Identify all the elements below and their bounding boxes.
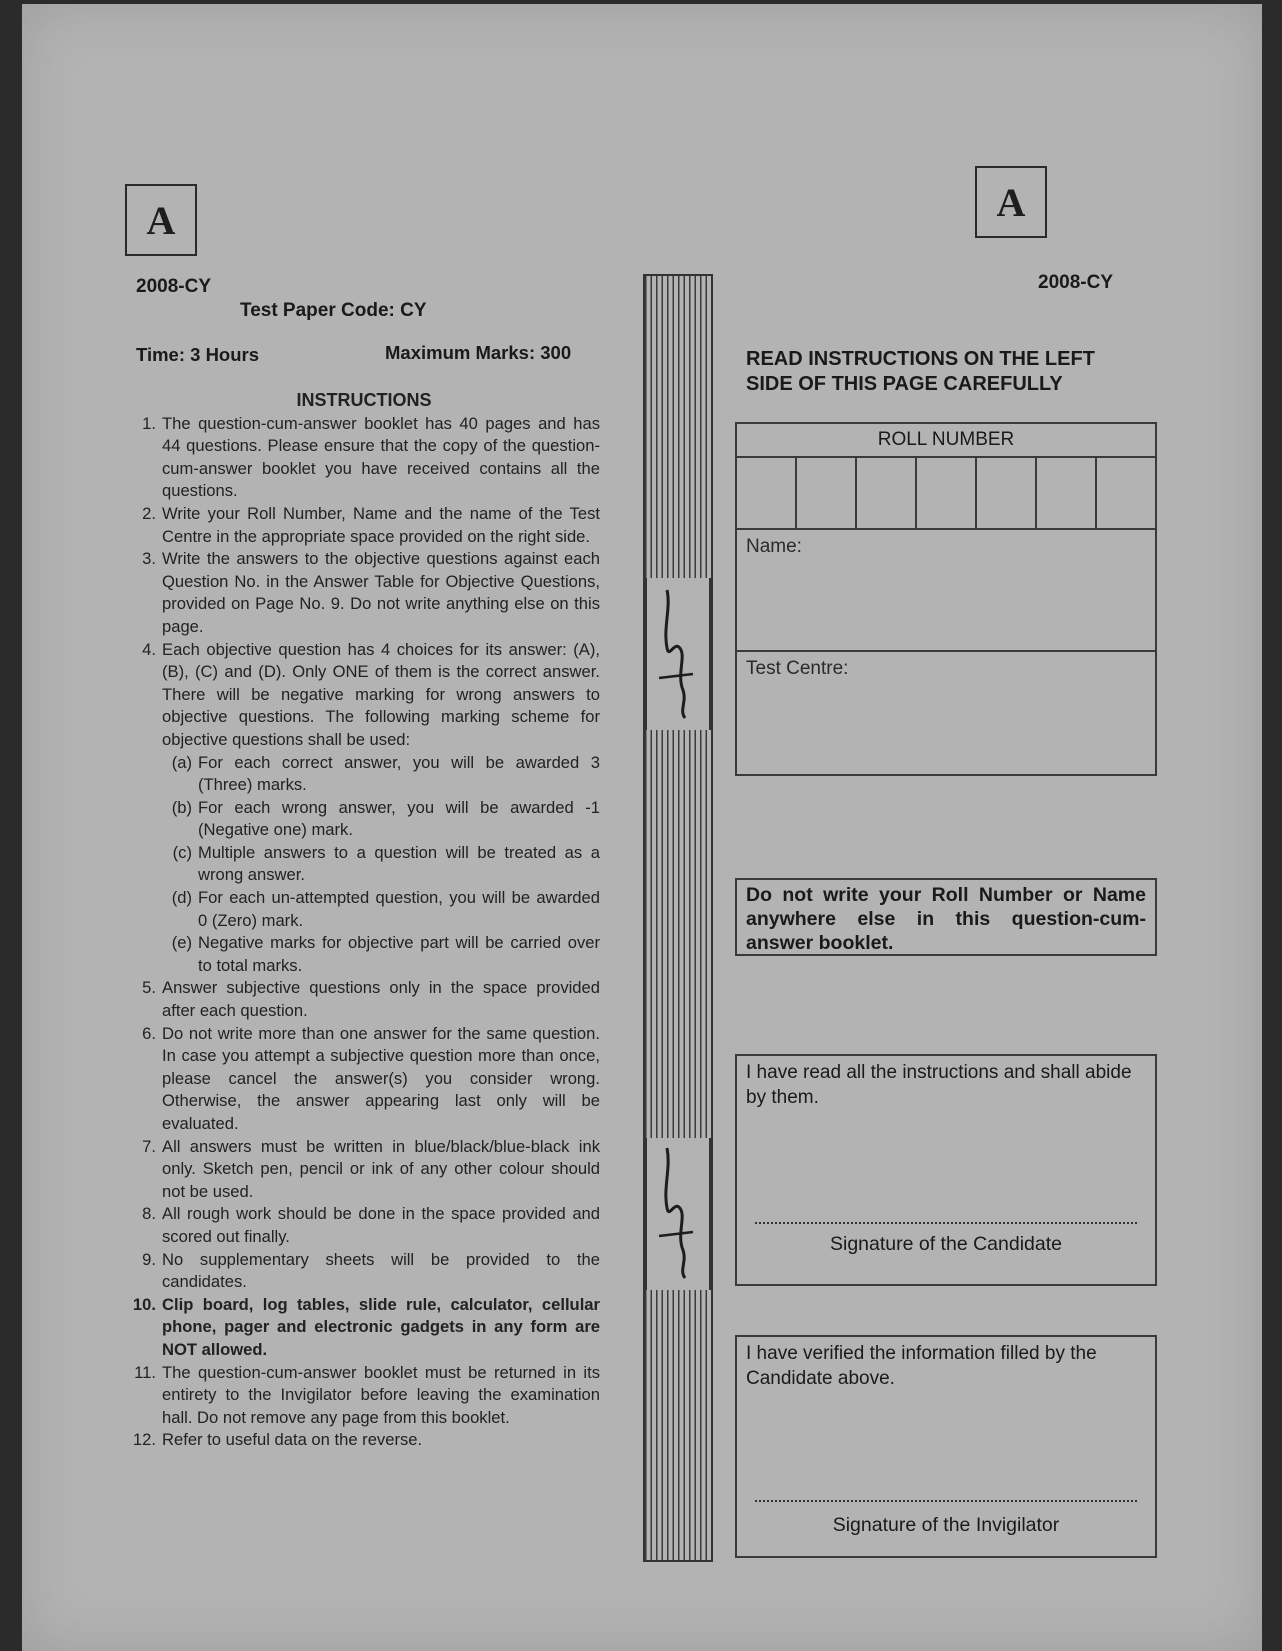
marking-scheme-item: (a) For each correct answer, you will be awarded 3 (Three) marks.: [171, 752, 600, 795]
roll-number-cell[interactable]: [1097, 458, 1155, 528]
instruction-item: 4. Each objective question has 4 choices for its answer: (A), (B), (C) and (D). Only ONE of them is the correct answer. There will be negative marking for wrong answers to objective questions. The following marking scheme for objective questions shall be used: (a) For each correct answer, you will be awarded 3 (Three) marks. (b) For each wrong answer, you will be awarded -1 (Negative one) mark. (c) Multiple answers to a question will be treated as a wrong answer. (d) For each un-attempted question, you will be awarded 0 (Zero) mark. (e) Negative marks for objective part will be carried over to total marks.: [128, 639, 600, 978]
test-paper-code: Test Paper Code: CY: [240, 300, 427, 321]
roll-number-label: ROLL NUMBER: [737, 424, 1155, 458]
invigilator-signature-label: Signature of the Invigilator: [832, 1514, 1060, 1536]
warning-notice: Do not write your Roll Number or Name anywhere else in this question-cum-answer booklet.: [735, 878, 1157, 956]
question-booklet-cover: [22, 4, 1262, 1651]
instruction-item: 11. The question-cum-answer booklet must be returned in its entirety to the Invigilator before leaving the examination hall. Do not remove any page from this booklet.: [134, 1362, 600, 1427]
set-code-box-right: A: [975, 166, 1047, 238]
instructions-title: INSTRUCTIONS: [296, 390, 432, 410]
invigilator-signature-line[interactable]: [755, 1500, 1137, 1502]
verification-text: I have verified the information filled by the Candidate above.: [746, 1343, 1097, 1389]
binding-strip: [643, 274, 713, 1562]
instruction-item: 6. Do not write more than one answer for the same question. In case you attempt a subjective question more than once, please cancel the answer(s) you consider wrong. Otherwise, the answer appearing last only will be evaluated.: [142, 1023, 600, 1133]
marking-scheme-item: (b) For each wrong answer, you will be awarded -1 (Negative one) mark.: [171, 797, 600, 840]
roll-number-cells[interactable]: [737, 458, 1155, 530]
invigilator-verification-box: [735, 1335, 1157, 1558]
candidate-signature-label: Signature of the Candidate: [829, 1233, 1062, 1255]
instruction-item: 12. Refer to useful data on the reverse.: [132, 1430, 423, 1450]
exam-time: Time: 3 Hours: [136, 344, 260, 365]
instruction-item: 9. No supplementary sheets will be provided to the candidates.: [142, 1249, 600, 1292]
read-instructions-heading: READ INSTRUCTIONS ON THE LEFT SIDE OF THIS PAGE CAREFULLY: [746, 348, 1095, 395]
candidate-details-box: [735, 422, 1157, 776]
instruction-item: 3. Write the answers to the objective questions against each Question No. in the Answer Table for Objective Questions, provided on Page No. 9. Do not write anything else on this page.: [142, 549, 600, 636]
instruction-item: 2. Write your Roll Number, Name and the name of the Test Centre in the appropriate space provided on the right side.: [142, 503, 600, 546]
paper-code-right: 2008-CY: [1038, 272, 1113, 293]
strip-signature-panel: [645, 578, 711, 730]
marking-scheme-item: (e) Negative marks for objective part will be carried over to total marks.: [171, 933, 600, 975]
test-centre-label: Test Centre:: [746, 658, 849, 679]
roll-number-cell[interactable]: [737, 458, 797, 528]
strip-signature-panel: [645, 1138, 711, 1290]
candidate-declaration-box: [735, 1054, 1157, 1286]
marking-scheme-item: (d) For each un-attempted question, you will be awarded 0 (Zero) mark.: [171, 888, 600, 930]
instruction-item: 1. The question-cum-answer booklet has 40 pages and has 44 questions. Please ensure that the copy of the question-cum-answer booklet you have received contains all the questions.: [142, 413, 600, 501]
maximum-marks: Maximum Marks: 300: [385, 342, 572, 363]
candidate-signature-line[interactable]: [755, 1222, 1137, 1224]
name-field[interactable]: [737, 530, 1155, 652]
roll-number-cell[interactable]: [977, 458, 1037, 528]
test-centre-field[interactable]: [737, 652, 1155, 686]
roll-number-cell[interactable]: [917, 458, 977, 528]
set-code-box-left: A: [125, 184, 197, 256]
roll-number-cell[interactable]: [1037, 458, 1097, 528]
signature-mark-icon: [647, 578, 709, 726]
instruction-item: 7. All answers must be written in blue/black/blue-black ink only. Sketch pen, pencil or ink of any other colour should not be used.: [142, 1136, 600, 1201]
signature-mark-icon: [647, 1138, 709, 1286]
instruction-item: 8. All rough work should be done in the space provided and scored out finally.: [142, 1204, 600, 1246]
roll-number-cell[interactable]: [857, 458, 917, 528]
roll-number-cell[interactable]: [797, 458, 857, 528]
marking-scheme-item: (c) Multiple answers to a question will be treated as a wrong answer.: [172, 842, 600, 885]
paper-code-left: 2008-CY: [136, 276, 211, 297]
instructions-section: [128, 389, 600, 1452]
instruction-item: 5. Answer subjective questions only in the space provided after each question.: [142, 978, 600, 1021]
instruction-item: 10. Clip board, log tables, slide rule, calculator, cellular phone, pager and electronic gadgets in any form are NOT allowed.: [132, 1294, 600, 1359]
declaration-text: I have read all the instructions and shall abide by them.: [746, 1062, 1132, 1108]
name-label: Name:: [746, 536, 802, 557]
